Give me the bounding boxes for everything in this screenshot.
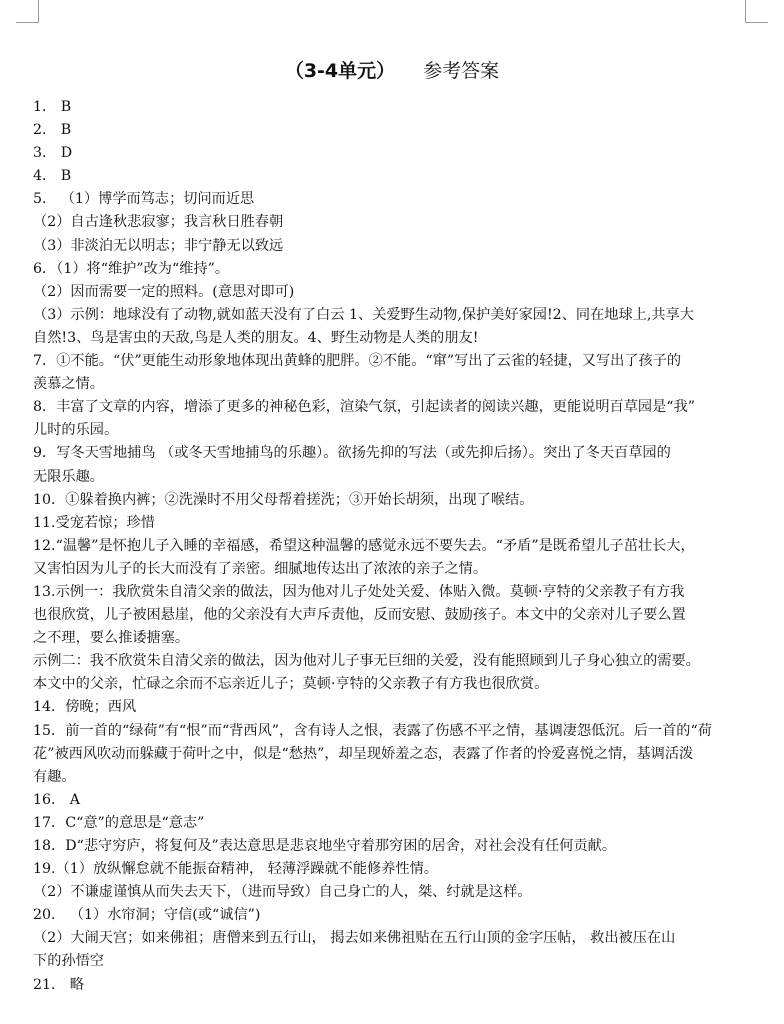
answer-line: 自然!3、鸟是害虫的天敌,鸟是人类的朋友。4、野生动物是人类的朋友! [33,329,479,346]
answer-line: 7．①不能。“伏”更能生动形象地体现出黄蜂的肥胖。②不能。“窜”写出了云雀的轻捷，又写出了孩子的 [33,353,682,370]
answer-line: 羡慕之情。 [33,376,104,393]
answer-line: 也很欣赏，儿子被困悬崖，他的父亲没有大声斥责他，反而安慰、鼓励孩子。本文中的父亲对儿子要么置 [33,607,686,624]
answer-line: 1． B [33,99,72,115]
page-title [0,58,784,84]
title-unit: （3-4单元） [284,60,396,82]
answer-line: 之不理，要么推诿搪塞。 [33,630,190,647]
page-corner-mark-left [16,0,39,23]
answer-line: 16． A [33,791,80,808]
answer-line: 10．①躲着换内裤；②洗澡时不用父母帮着搓洗；③开始长胡须，出现了喉结。 [33,491,534,508]
answer-line: 8．丰富了文章的内容，增添了更多的神秘色彩，渲染气氛，引起读者的阅读兴趣，更能说明百草园是“我” [33,399,695,416]
answer-line: （2）因而需要一定的照料。(意思对即可) [33,283,295,300]
answer-line: 本文中的父亲，忙碌之余而不忘亲近儿子；莫顿·亨特的父亲教子有方我也很欣赏。 [33,676,549,693]
answer-line: 示例二：我不欣赏朱自清父亲的做法，因为他对儿子事无巨细的关爱，没有能照顾到儿子身心独立的需要。 [33,653,700,670]
answer-line: （2）自古逢秋悲寂寥；我言秋日胜春朝 [33,214,284,231]
answer-line: 4． B [33,168,72,185]
answer-line: 20． （1）水帘洞；守信(或“诚信”) [33,907,261,924]
answer-line: 12.“温馨”是怀抱儿子入睡的幸福感，希望这种温馨的感觉永远不要失去。“矛盾”是既希望儿子茁壮长大， [33,537,695,554]
answer-line: 下的孙悟空 [33,953,104,970]
answer-line: （3）非淡泊无以明志；非宁静无以致远 [33,237,284,254]
answer-line: 5． （1）博学而笃志；切问而近思 [33,191,255,208]
answer-line: 15．前一首的“绿荷”有“恨”而“背西风”，含有诗人之恨，表露了伤感不平之情，基调凄怨低沉。后一首的“荷 [33,722,712,739]
answer-line: 无限乐趣。 [33,468,104,485]
answer-line: 14．傍晚；西风 [33,699,137,716]
answer-body [33,96,745,997]
answer-line: 花”被西风吹动而躲藏于荷叶之中，似是“愁热”，却呈现娇羞之态，表露了作者的怜爱喜悦之情，基调活泼 [33,745,694,762]
answer-line: 有趣。 [33,768,76,785]
answer-line: 13.示例一：我欣赏朱自清父亲的做法，因为他对儿子处处关爱、体贴入微。莫顿·亨特的父亲教子有方我 [33,583,685,600]
answer-line: （2）不谦虚谨慎从而失去天下，（进而导致）自己身亡的人，桀、纣就是这样。 [33,884,532,901]
answer-line: 17．C“意”的意思是“意志” [33,814,205,831]
answer-line: 21． 略 [33,976,84,993]
title-main: 参考答案 [423,60,500,82]
answer-line: 9．写冬天雪地捕鸟 （或冬天雪地捕鸟的乐趣）。欲扬先抑的写法（或先抑后扬）。突出了冬天百草园的 [33,445,671,462]
answer-line: 19.（1）放纵懈怠就不能振奋精神， 轻薄浮躁就不能修养性情。 [33,861,438,878]
answer-line: 2． B [33,122,72,139]
answer-line: 11.受宠若惊；珍惜 [33,514,155,531]
answer-line: 儿时的乐园。 [33,422,119,439]
answer-line: 又害怕因为儿子的长大而没有了亲密。细腻地传达出了浓浓的亲子之情。 [33,560,488,577]
answer-line: （3）示例：地球没有了动物,就如蓝天没有了白云 1、关爱野生动物,保护美好家园!2、同在地球上,共享大 [33,306,694,323]
answer-line: 18．D“悲守穷庐，将复何及”表达意思是悲哀地坐守着那穷困的居舍，对社会没有任何贡献。 [33,838,617,854]
page-corner-mark-right [745,0,768,23]
answer-line: 6．（1）将“维护”改为“维持”。 [33,260,230,277]
answer-line: 3． D [33,145,73,162]
answer-line: （2）大闹天宫；如来佛祖；唐僧来到五行山， 揭去如来佛祖贴在五行山顶的金字压帖， 救出被压在山 [33,930,676,947]
